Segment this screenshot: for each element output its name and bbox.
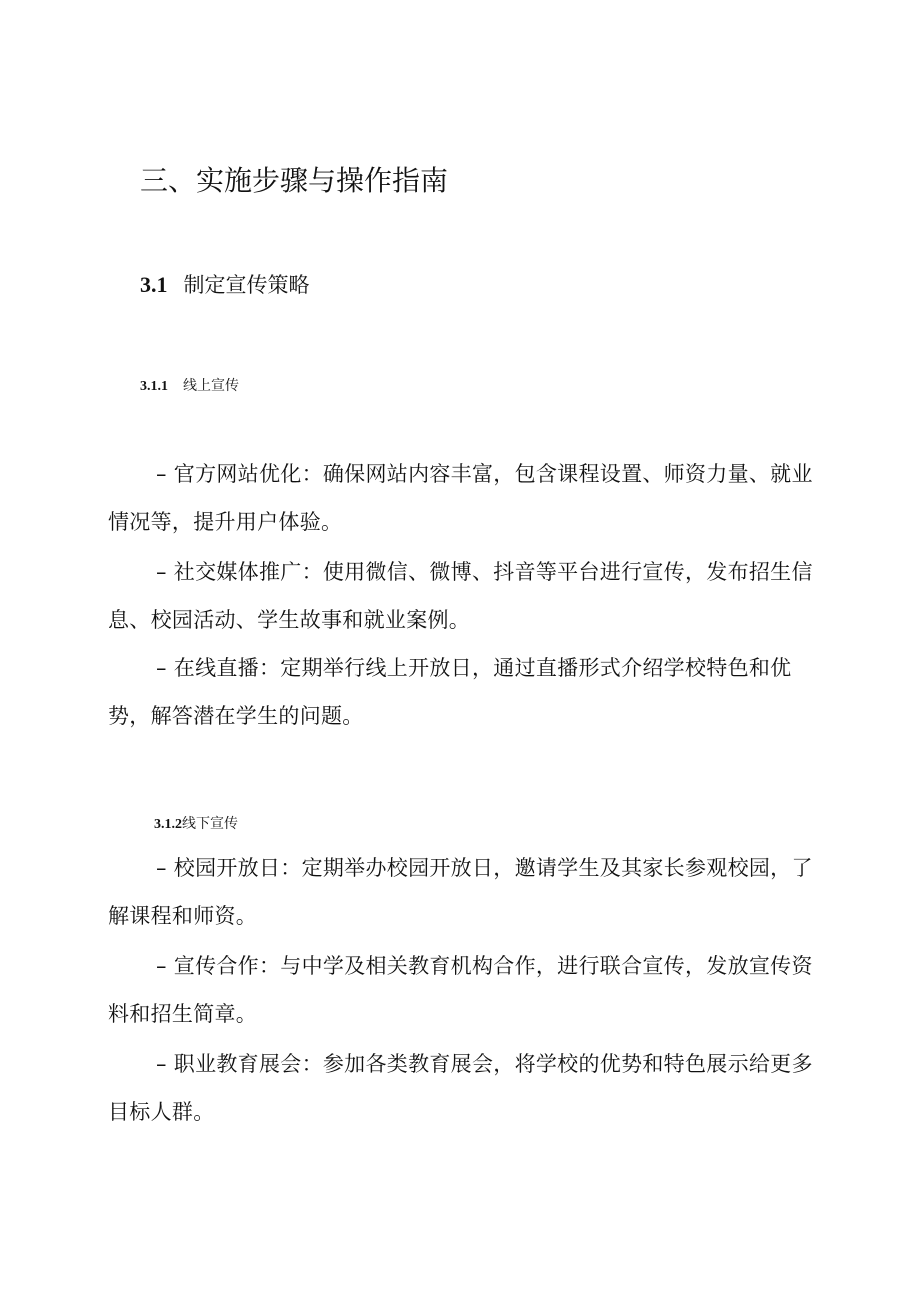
offline-item-cooperation: – 宣传合作：与中学及相关教育机构合作，进行联合宣传，发放宣传资料和招生简章。 [108,954,813,1026]
offline-heading [154,816,238,834]
offline-item-open-day: – 校园开放日：定期举办校园开放日，邀请学生及其家长参观校园，了解课程和师资。 [108,856,813,928]
subsection-title: 制定宣传策略 [183,273,310,297]
online-heading-title: 线上宣传 [183,378,239,394]
offline-item-expo: – 职业教育展会：参加各类教育展会，将学校的优势和特色展示给更多目标人群。 [108,1052,813,1124]
subsection-number: 3.1 [140,272,168,297]
online-item-social-media: – 社交媒体推广：使用微信、微博、抖音等平台进行宣传，发布招生信息、校园活动、学生故事和就业案例。 [108,560,813,632]
online-item-website: – 官方网站优化：确保网站内容丰富，包含课程设置、师资力量、就业情况等，提升用户体验。 [108,462,813,534]
subsection-heading [140,272,310,298]
online-item-livestream: – 在线直播：定期举行线上开放日，通过直播形式介绍学校特色和优势，解答潜在学生的问题。 [108,656,792,728]
online-heading-number: 3.1.1 [140,379,168,394]
offline-heading-title: 线下宣传 [182,816,238,832]
section-title: 三、实施步骤与操作指南 [140,164,449,197]
online-heading [140,378,239,396]
offline-heading-number: 3.1.2 [154,817,182,832]
